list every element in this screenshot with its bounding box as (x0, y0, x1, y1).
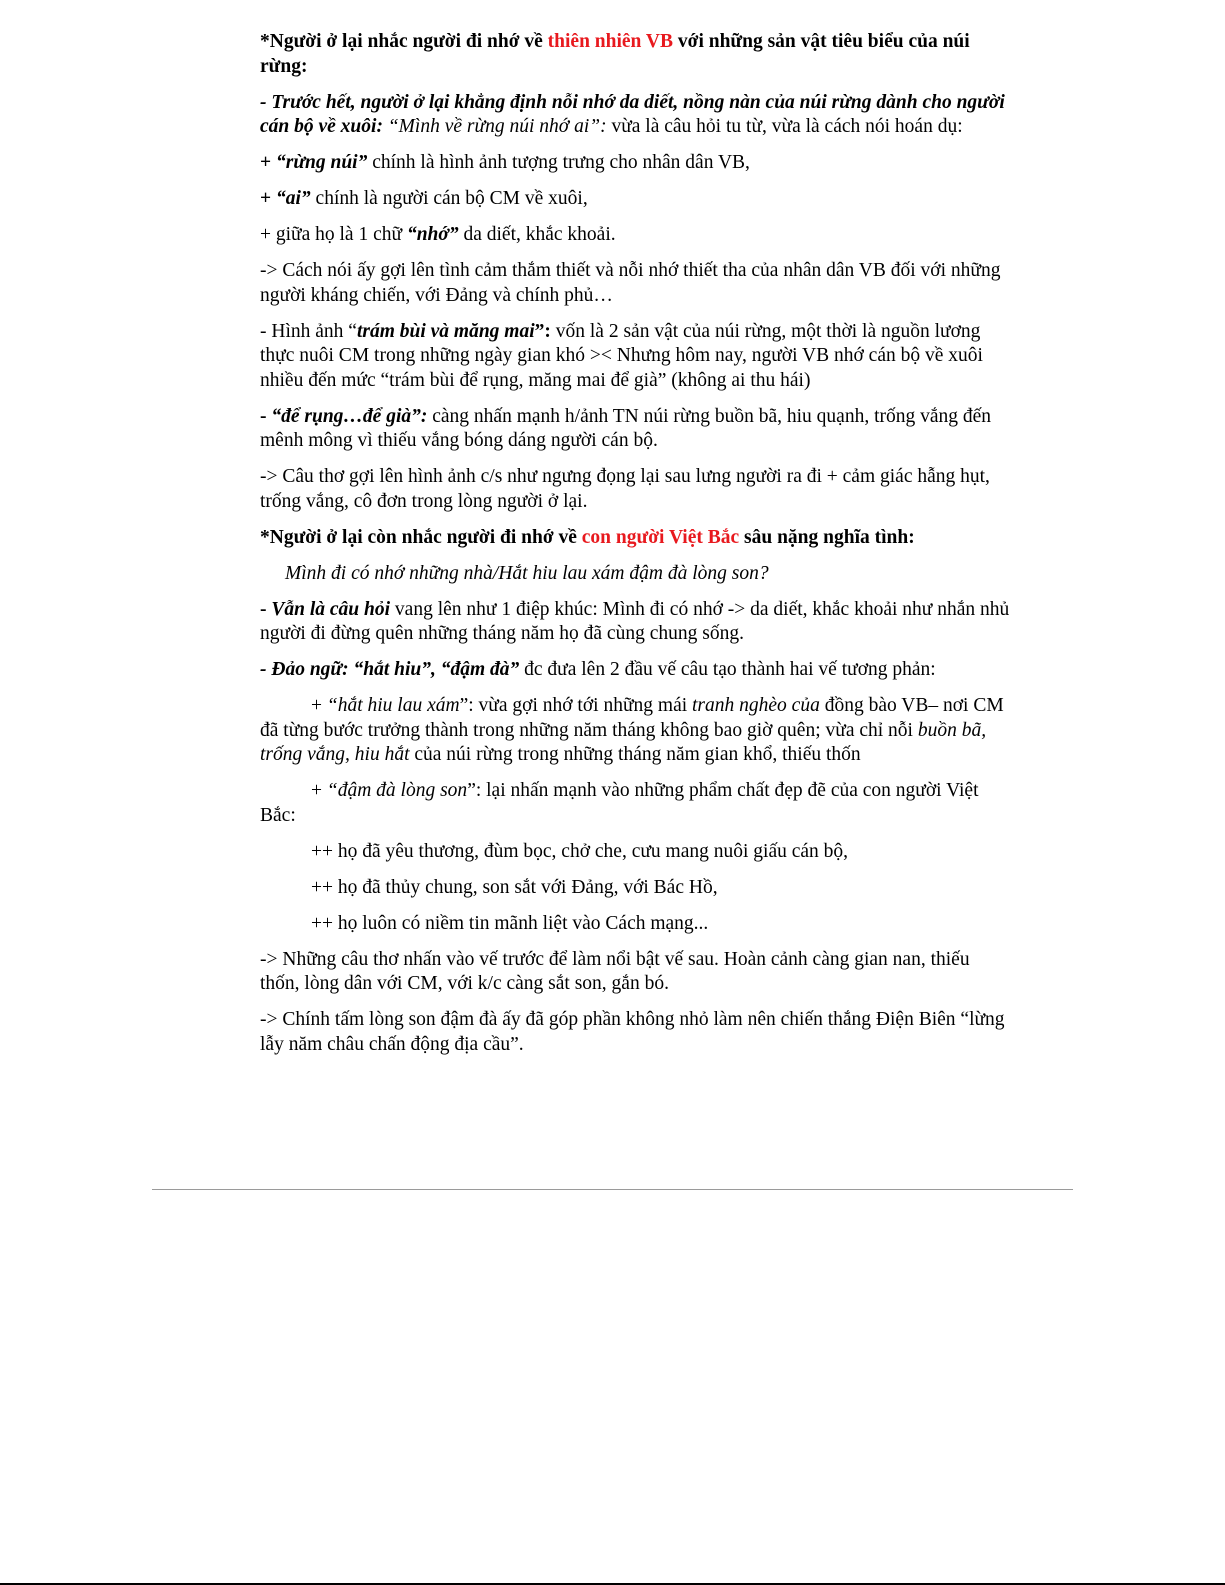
paragraph-dam-da (260, 779, 1010, 828)
heading-people-text-b: sâu nặng nghĩa tình: (739, 526, 915, 548)
bullet-nho (260, 223, 1010, 248)
bullet-ai (260, 187, 1010, 212)
bullet-marker: + (260, 152, 276, 173)
heading-people-text-a: *Người ở lại còn nhắc người đi nhớ về (260, 526, 582, 548)
paragraph-hat-hiu-text-3: của núi rừng trong những tháng năm gian khổ, thiếu thốn (409, 744, 861, 765)
paragraph-tram-bui-text: vốn là 2 sản vật của núi rừng, một thời là nguồn lương thực nuôi CM trong những ngày gian khó >< Nhưng hôm nay, người VB nhớ cán bộ về xuôi nhiều đến mức “trám bùi để rụng, măng mai để già” (không ai thu hái) (260, 320, 983, 391)
paragraph-de-rung-text: càng nhấn mạnh h/ảnh TN núi rừng buồn bã, hiu quạnh, trống vắng đến mênh mông vì thiếu vắng bóng dáng người cán bộ. (260, 405, 992, 451)
paragraph-conclusion-2: -> Câu thơ gợi lên hình ảnh c/s như ngưng đọng lại sau lưng người ra đi + cảm giác hẫng hụt, trống vắng, cô đơn trong lòng người ở lại. (260, 466, 990, 512)
document-page (260, 30, 1010, 1069)
paragraph-conclusion-1: -> Cách nói ấy gợi lên tình cảm thắm thiết và nỗi nhớ thiết tha của nhân dân VB đối với những người kháng chiến, với Đảng và chính phủ… (260, 260, 1001, 306)
paragraph-dam-da-term: “đậm đà lòng son (326, 780, 468, 801)
paragraph-dao-ngu-term: - Đảo ngữ: “hắt hiu”, “đậm đà” (260, 659, 525, 680)
heading-nature (260, 30, 1010, 79)
bullet-nho-lead: + giữa họ là 1 chữ (260, 224, 407, 245)
heading-nature-text-b: với những sản vật tiêu biểu của núi rừng: (260, 31, 970, 77)
bullet-marker: + (260, 188, 276, 209)
list-item-yeu-thuong: ++ họ đã yêu thương, đùm bọc, chở che, cưu mang nuôi giấu cán bộ, (311, 840, 849, 862)
paragraph-tram-bui-lead: - Hình ảnh “ (260, 320, 357, 342)
paragraph-conclusion-4: -> Chính tấm lòng son đậm đà ấy đã góp phần không nhỏ làm nên chiến thắng Điện Biên “lừng lẫy năm châu chấn động địa cầu”. (260, 1009, 1005, 1055)
paragraph-de-rung-term: “để rụng…để già”: (271, 405, 428, 427)
poem-quote: Mình đi có nhớ những nhà/Hắt hiu lau xám đậm đà lòng son? (285, 562, 769, 584)
bullet-nho-text: da diết, khắc khoải. (458, 224, 616, 245)
paragraph-conclusion-3: -> Những câu thơ nhấn vào vế trước để làm nổi bật vế sau. Hoàn cảnh càng gian nan, thiếu thốn, lòng dân với CM, với k/c càng sắt son, gắn bó. (260, 948, 970, 994)
paragraph-van-la-cau-hoi (260, 598, 1010, 647)
bullet-marker: + (311, 780, 327, 801)
paragraph-intro-rest: vừa là câu hỏi tu từ, vừa là cách nói hoán dụ: (606, 116, 963, 137)
paragraph-hat-hiu (260, 694, 1010, 768)
paragraph-tram-bui-term: trám bùi và măng mai (356, 320, 535, 342)
paragraph-tram-bui-close: ”: (534, 320, 551, 342)
paragraph-van-la-term: Vẫn là câu hỏi (271, 598, 391, 620)
bullet-rung-nui-term: “rừng núi” (276, 152, 368, 173)
paragraph-van-la-text: vang lên như 1 điệp khúc: Mình đi có nhớ -> da diết, khắc khoải như nhắn nhủ người đi đừng quên những tháng năm họ đã cùng chung sống. (260, 598, 1010, 644)
bullet-nho-term: “nhớ” (406, 224, 459, 245)
bullet-rung-nui-text: chính là hình ảnh tượng trưng cho nhân dân VB, (367, 152, 750, 173)
paragraph-intro-quote: “Mình về rừng núi nhớ ai”: (382, 116, 607, 137)
paragraph-dam-da-text: ”: lại nhấn mạnh vào những phẩm chất đẹp đẽ của con người Việt Bắc: (260, 780, 979, 826)
bullet-ai-text: chính là người cán bộ CM về xuôi, (310, 188, 588, 209)
paragraph-de-rung (260, 405, 1010, 454)
paragraph-de-rung-dash: - (260, 405, 272, 427)
paragraph-intro-nostalgia (260, 91, 1010, 140)
paragraph-hat-hiu-text-2: đồng bào VB– nơi CM đã từng bước trưởng thành trong những năm tháng không bao giờ quên; vừa chỉ nỗi (260, 695, 1004, 741)
paragraph-hat-hiu-text-1: ”: vừa gợi nhớ tới những mái (459, 695, 693, 716)
bullet-rung-nui (260, 151, 1010, 176)
heading-people (260, 526, 1010, 551)
paragraph-hat-hiu-italic-1: tranh nghèo của (692, 695, 820, 716)
paragraph-van-la-dash: - (260, 598, 272, 620)
list-item-niem-tin: ++ họ luôn có niềm tin mãnh liệt vào Cách mạng... (311, 912, 709, 934)
heading-nature-text-a: *Người ở lại nhắc người đi nhớ về (260, 31, 548, 52)
paragraph-hat-hiu-term: “hắt hiu lau xám (326, 695, 460, 716)
paragraph-intro-lead: - Trước hết, người ở lại khẳng định nỗi nhớ da diết, nồng nàn của núi rừng dành cho người cán bộ về xuôi: (260, 91, 1005, 137)
paragraph-dao-ngu (260, 658, 1010, 683)
heading-people-highlight: con người Việt Bắc (581, 526, 740, 548)
bullet-marker: + (311, 695, 327, 716)
paragraph-tram-bui (260, 320, 1010, 394)
page-divider (152, 1189, 1073, 1190)
heading-nature-highlight: thiên nhiên VB (547, 31, 674, 52)
list-item-thuy-chung: ++ họ đã thủy chung, son sắt với Đảng, với Bác Hồ, (311, 876, 718, 898)
bullet-ai-term: “ai” (276, 188, 311, 209)
paragraph-hat-hiu-italic-2: buồn bã, trống vắng, hiu hắt (260, 719, 987, 765)
paragraph-dao-ngu-text: đc đưa lên 2 đầu vế câu tạo thành hai vế tương phản: (524, 659, 936, 680)
